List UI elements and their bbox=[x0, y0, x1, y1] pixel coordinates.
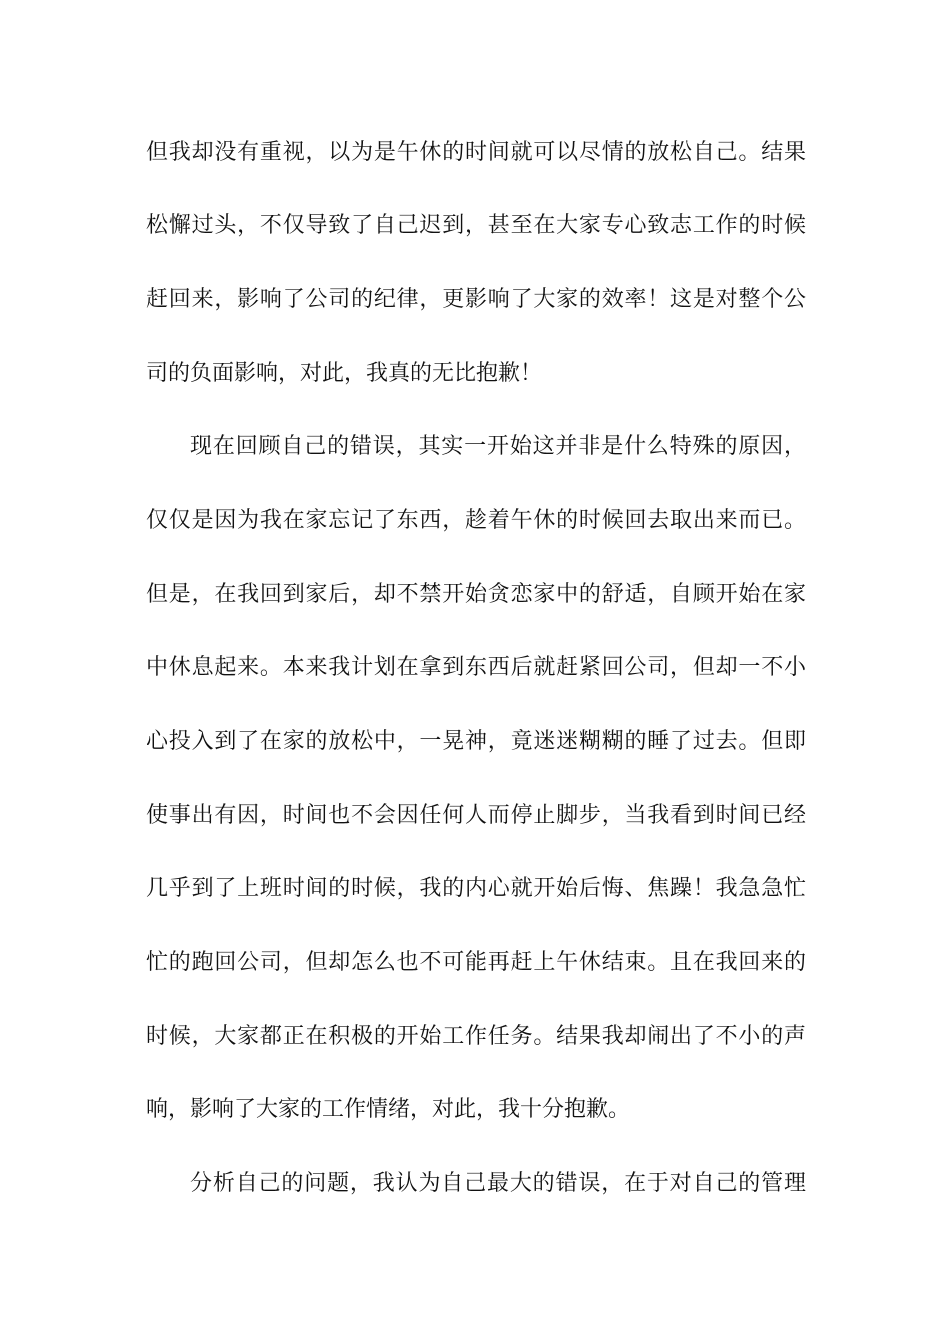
text-line: 司的负面影响，对此，我真的无比抱歉！ bbox=[146, 361, 543, 386]
text-line: 响，影响了大家的工作情绪，对此，我十分抱歉。 bbox=[146, 1097, 631, 1122]
paragraph-first-line: 现在回顾自己的错误，其实一开始这并非是什么特殊的原因， bbox=[190, 434, 806, 459]
text-line: 使事出有因，时间也不会因任何人而停止脚步，当我看到时间已经 bbox=[146, 803, 806, 828]
text-line: 忙的跑回公司，但却怎么也不可能再赶上午休结束。且在我回来的 bbox=[146, 950, 806, 975]
text-line: 心投入到了在家的放松中，一晃神，竟迷迷糊糊的睡了过去。但即 bbox=[146, 729, 806, 754]
text-line: 时候，大家都正在积极的开始工作任务。结果我却闹出了不小的声 bbox=[146, 1024, 806, 1049]
paragraph-first-line: 分析自己的问题，我认为自己最大的错误，在于对自己的管理 bbox=[190, 1171, 806, 1196]
text-line: 但是，在我回到家后，却不禁开始贪恋家中的舒适，自顾开始在家 bbox=[146, 582, 806, 607]
text-line: 中休息起来。本来我计划在拿到东西后就赶紧回公司，但却一不小 bbox=[146, 655, 806, 680]
text-line: 仅仅是因为我在家忘记了东西，趁着午休的时候回去取出来而已。 bbox=[146, 508, 806, 533]
text-line: 松懈过头，不仅导致了自己迟到，甚至在大家专心致志工作的时候 bbox=[146, 213, 806, 238]
text-line: 赶回来，影响了公司的纪律，更影响了大家的效率！这是对整个公 bbox=[146, 287, 806, 312]
text-line: 几乎到了上班时间的时候，我的内心就开始后悔、焦躁！我急急忙 bbox=[146, 876, 806, 901]
text-line: 但我却没有重视，以为是午休的时间就可以尽情的放松自己。结果 bbox=[146, 140, 806, 165]
